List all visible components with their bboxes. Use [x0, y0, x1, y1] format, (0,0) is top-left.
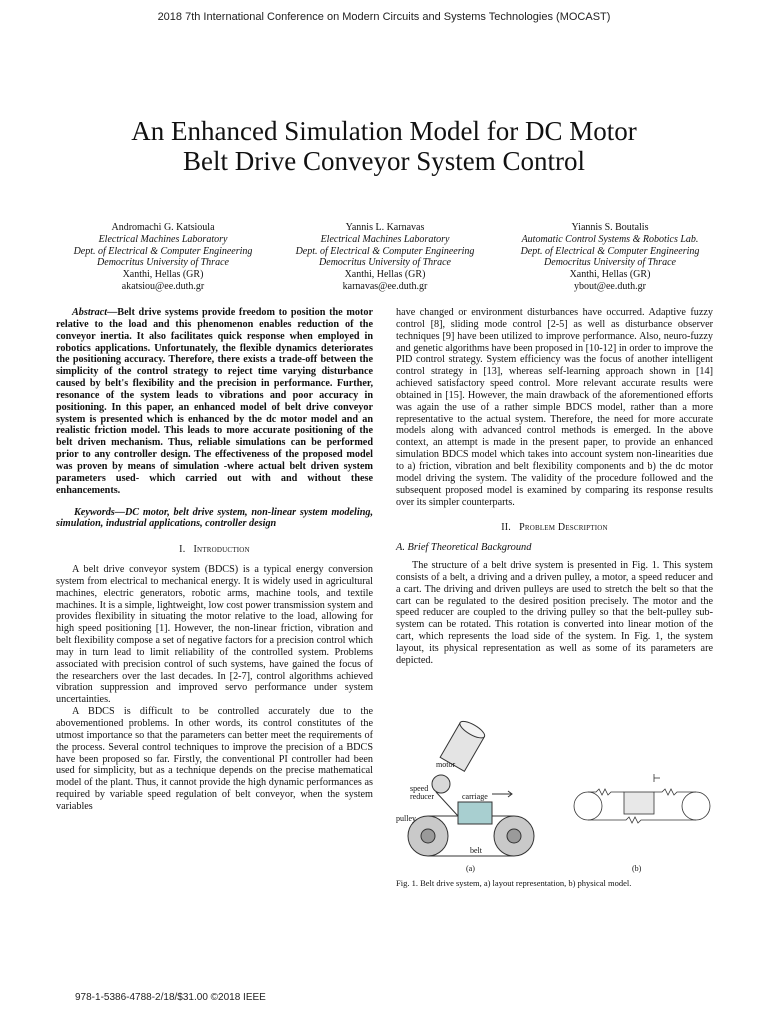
- physical-model: [574, 774, 710, 823]
- author-email: ybout@ee.duth.gr: [574, 280, 646, 292]
- section-2-title: Problem Description: [519, 522, 608, 534]
- right-column: [396, 307, 713, 667]
- author-place: Xanthi, Hellas (GR): [569, 269, 651, 281]
- belt-drive-diagram: [396, 720, 713, 870]
- section-1-title: Introduction: [193, 544, 250, 556]
- conference-header: 2018 7th International Conference on Modern Circuits and Systems Technologies (MOCAST): [157, 11, 611, 23]
- figure-1: [396, 720, 713, 873]
- author-lab: Automatic Control Systems & Robotics Lab.: [521, 233, 699, 245]
- title-line-2: Belt Drive Conveyor System Control: [183, 146, 585, 176]
- label-pulley: pulley: [396, 814, 416, 823]
- section-1-heading: [56, 544, 373, 556]
- label-b: (b): [632, 864, 642, 873]
- author-block-1: [48, 222, 278, 293]
- author-univ: Democritus University of Thrace: [544, 257, 676, 269]
- section-2-number: II.: [501, 522, 511, 534]
- label-carriage: carriage: [462, 792, 488, 801]
- subsection-a-heading: A. Brief Theoretical Background: [396, 542, 532, 554]
- author-lab: Electrical Machines Laboratory: [98, 233, 228, 245]
- label-speed: speed: [410, 784, 429, 793]
- intro-paragraph-continued: have changed or environment disturbances have occurred. Adaptive fuzzy control [8], sliding mode control [2-5] as well as disturbance observer techniques [9] have been utilized to improve performance. Also, neuro-fuzzy and genetic algorithms have been proposed in [10-12] in order to improve the PID control strategy. System efficiency was the focus of another intelligent control strategy in [13], whereas self-learning approach shown in [14] achieved satisfactory speed control. More relevant accurate results were obtained in [15]. However, the main drawback of the aforementioned efforts was again the use of a rather simple BDCS model, rather than a more representative to the actual system. Therefore, the need for more accurate models along with advanced control methods is emerged. In the above context, an attempt is made in the present paper, to provide an enhanced simulation BDCS model which takes into account system non-linearities due to a) friction, vibration and belt flexibility components and b) the dc motor model driving the system. The validity of the procedure followed and the subsequent proposed model is examined by comparing its response results over its simpler counterparts.: [396, 307, 713, 508]
- author-place: Xanthi, Hellas (GR): [122, 269, 204, 281]
- abstract-lead: Abstract: [72, 307, 108, 318]
- author-lab: Electrical Machines Laboratory: [320, 233, 450, 245]
- author-name: Andromachi G. Katsioula: [111, 222, 215, 233]
- keywords: Keywords—DC motor, belt drive system, non-linear system modeling, simulation, industrial applications, controller design: [56, 506, 373, 530]
- author-dept: Dept. of Electrical & Computer Engineering: [520, 245, 700, 257]
- author-univ: Democritus University of Thrace: [319, 257, 451, 269]
- author-place: Xanthi, Hellas (GR): [344, 269, 426, 281]
- author-block-2: [270, 222, 500, 293]
- title-line-1: An Enhanced Simulation Model for DC Motor: [131, 116, 637, 146]
- author-block-3: [495, 222, 725, 293]
- label-belt: belt: [470, 846, 482, 855]
- left-column: [56, 307, 373, 813]
- author-email: akatsiou@ee.duth.gr: [121, 280, 205, 292]
- author-dept: Dept. of Electrical & Computer Engineering: [73, 245, 253, 257]
- author-univ: Democritus University of Thrace: [97, 257, 229, 269]
- copyright-footer: 978-1-5386-4788-2/18/$31.00 ©2018 IEEE: [75, 992, 266, 1003]
- section-1-number: I.: [179, 544, 186, 556]
- label-reducer: reducer: [410, 792, 434, 801]
- paper-title: [40, 116, 728, 176]
- abstract: [56, 307, 373, 497]
- intro-paragraph-2: A BDCS is difficult to be controlled accurately due to the abovementioned problems. In other words, its control constitutes of the utmost importance so that the parameters can better meet the requirements of the process. Several control techniques to improve the precision of a BDCS have been proposed so far. Firstly, the conventional PI controller had been used for simplicity, but as a technique depends on the precise mathematical model of the plant. Thus, it cannot provide the high dynamic performances as required by variable speed regulation of belt conveyor, when the system variables: [56, 706, 373, 812]
- label-a: (a): [466, 864, 475, 873]
- intro-paragraph-1: A belt drive conveyor system (BDCS) is a typical energy conversion system from electrical to mechanical energy. It is widely used in agricultural machines, electric generators, robotic arms, machine tools, and textile machines. It is a simple, lightweight, low cost power transmission system and provides flexibility in situating the motor relative to the load, allowing for high speed positioning [1]. However, the non-linear friction, vibration and belt flexibility compose a set of negative factors for a precision control which may in turn lead to limit reliability of the controlled system. Problems associated with precision control of such systems, have gained the focus of the researchers over the last decades. In [2-7], control algorithms achieved vibration suppression and improved servo performance under system uncertainties.: [56, 564, 373, 706]
- author-dept: Dept. of Electrical & Computer Engineering: [295, 245, 475, 257]
- author-name: Yannis L. Karnavas: [345, 222, 425, 233]
- author-email: karnavas@ee.duth.gr: [342, 280, 428, 292]
- figure-caption: Fig. 1. Belt drive system, a) layout representation, b) physical model.: [396, 878, 632, 888]
- section-2-heading: [396, 522, 713, 534]
- background-paragraph: The structure of a belt drive system is presented in Fig. 1. This system consists of a belt, a driving and a driven pulley, a motor, a speed reducer and a cart. The driving and driven pulleys are used to stretch the belt so that the cart can be regulated to the desired position precisely. The motor and the speed reducer are coupled to the driving pulley so that the belt-pulley sub-system can be rotated. This rotation is converted into linear motion of the cart, which represents the load side of the system. In Fig. 1, the system layout, its physical representation as well as some of its parameters are depicted.: [396, 560, 713, 666]
- author-name: Yiannis S. Boutalis: [571, 222, 649, 233]
- abstract-text: —Belt drive systems provide freedom to position the motor relative to the load and this phenomenon enables reduction of the conveyor inertia. It also facilitates quick response when employed in robotics applications. Unfortunately, the flexible dynamics deteriorates the positioning accuracy. Therefore, there exists a trade-off between the simplicity of the control strategy to reject time varying disturbance caused by belt's flexibility and the precision in performance. Further, resonance of the system leads to vibrations and poor accuracy in positioning. In this paper, an enhanced model of belt drive conveyor system is presented which is enhanced by the dc motor model and an realistic friction model. This leads to more accurate positioning of the belt driven mechanism. Thus, reliable simulations can be performed prior to any controller design. The effectiveness of the proposed model was proven by means of simulation -where actual belt driven system parameters used- which carried out with and without these enhancements.: [56, 307, 373, 496]
- label-motor: motor: [436, 760, 456, 769]
